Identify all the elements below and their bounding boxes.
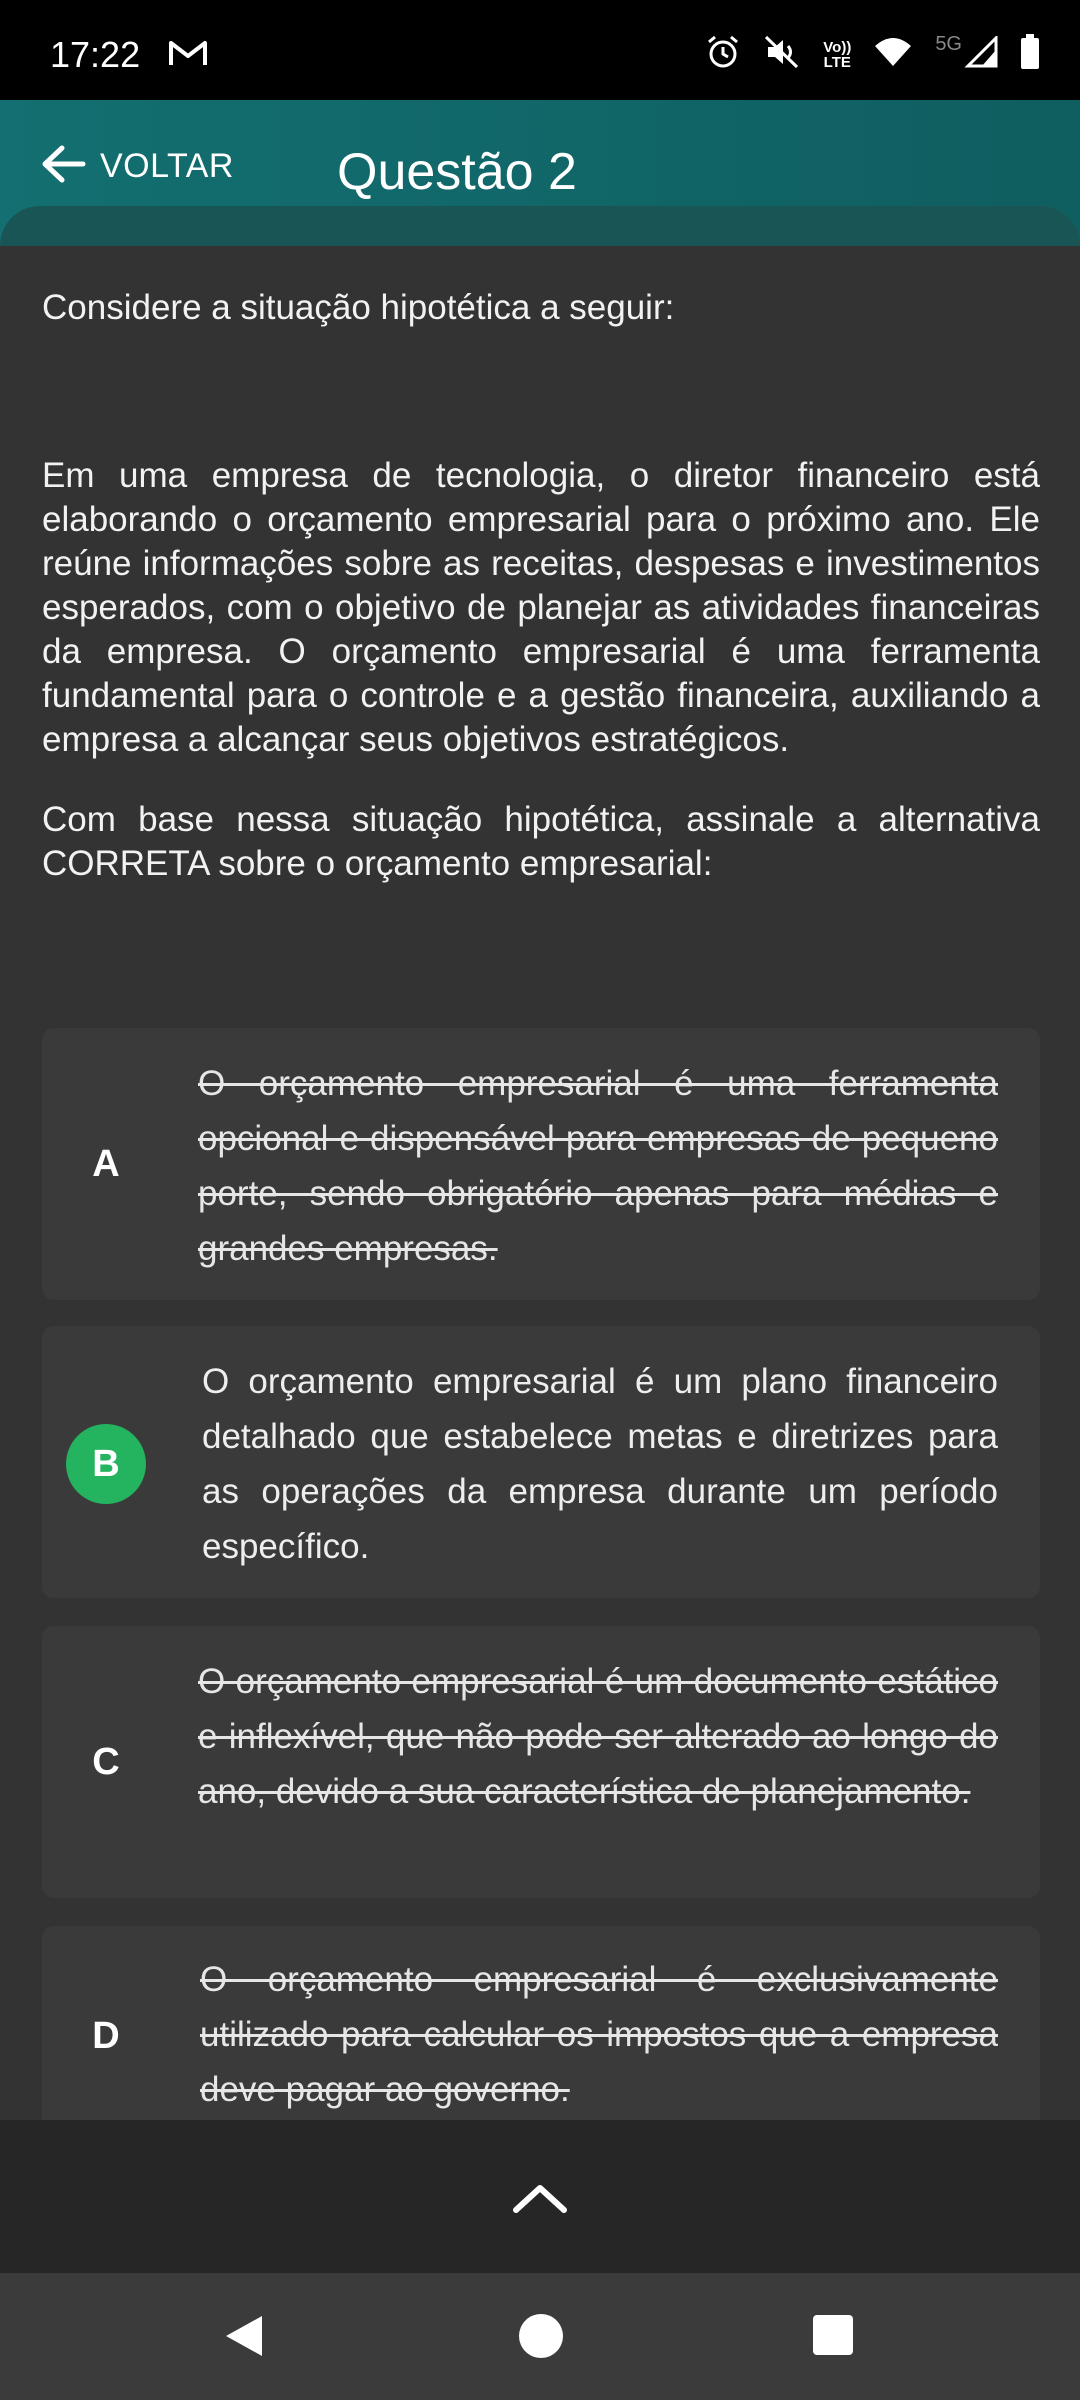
bottom-panel [0,2120,1080,2273]
mute-icon [763,34,801,75]
back-label: VOLTAR [100,147,234,185]
nav-back-icon[interactable] [222,2313,266,2364]
volte-icon: Vo)) LTE [823,38,852,71]
app-bar [0,100,1080,246]
system-nav-bar [0,2273,1080,2400]
nav-recents-icon[interactable] [812,2313,854,2360]
alarm-icon [705,34,741,75]
option-text: O orçamento empresarial é exclusivamente utilizado para calcular os impostos que a empresa deve pagar ao governo. [200,1960,998,2109]
page-title: Questão 2 [337,143,577,201]
option-a[interactable] [42,1028,1040,1300]
status-bar [0,0,1080,100]
option-c[interactable] [42,1626,1040,1898]
signal-icon [964,36,998,73]
battery-icon [1020,34,1040,75]
network-type: 5G [935,33,962,55]
option-text: O orçamento empresarial é um plano financeiro detalhado que estabelece metas e diretrizes para as operações da empresa durante um período específico. [202,1362,998,1566]
clock: 17:22 [50,34,141,75]
arrow-left-icon [40,144,86,189]
chevron-up-icon[interactable] [510,2180,570,2221]
option-letter: C [92,1740,120,1783]
header-curve [0,206,1080,246]
option-text: O orçamento empresarial é um documento estático e inflexível, que não pode ser alterado ao longo do ano, devido a sua característica de planejamento. [198,1662,998,1811]
gmail-icon [168,38,208,73]
question-intro: Considere a situação hipotética a seguir: [42,288,675,327]
nav-home-icon[interactable] [518,2313,564,2364]
wifi-icon [873,36,913,73]
option-text: O orçamento empresarial é uma ferramenta opcional e dispensável para empresas de pequeno porte, sendo obrigatório apenas para médias e grandes empresas. [198,1064,998,1268]
question-prompt: Com base nessa situação hipotética, assinale a alternativa CORRETA sobre o orçamento empresarial: [42,800,1040,883]
option-b[interactable] [42,1326,1040,1598]
back-button[interactable] [40,144,234,189]
option-letter-selected: B [66,1424,146,1504]
option-letter: D [92,2014,120,2057]
question-scenario: Em uma empresa de tecnologia, o diretor financeiro está elaborando o orçamento empresarial para o próximo ano. Ele reúne informações sobre as receitas, despesas e investimentos esperados, com o objetivo de planejar as atividades financeiras da empresa. O orçamento empresarial é uma ferramenta fundamental para o controle e a gestão financeira, auxiliando a empresa a alcançar seus objetivos estratégicos. [42,456,1040,759]
option-letter: A [92,1142,120,1185]
